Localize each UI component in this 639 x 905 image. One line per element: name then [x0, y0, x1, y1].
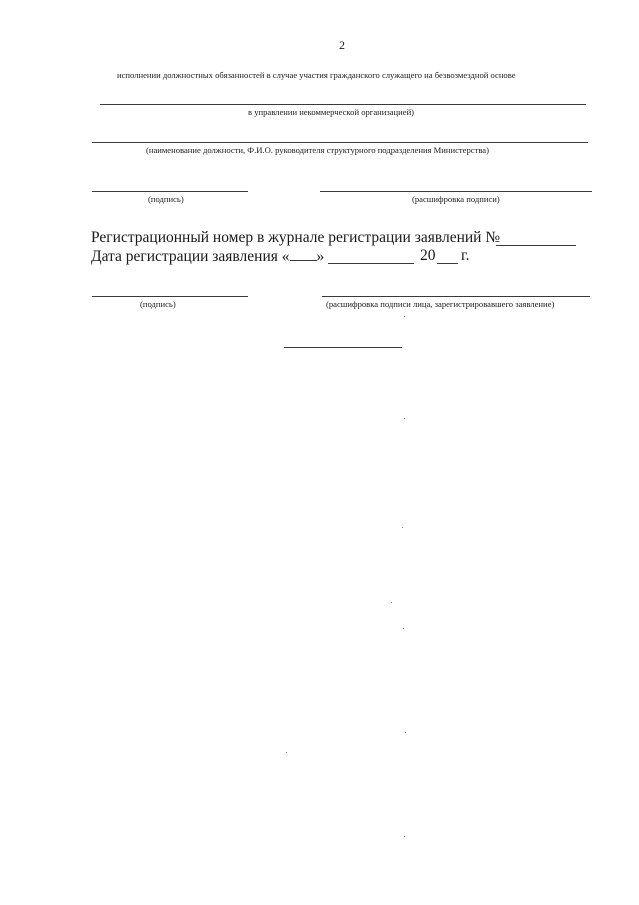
header-text-line-2: в управлении некоммерческой организацией)	[248, 107, 415, 117]
date-year-blank	[437, 263, 458, 264]
signature-label-1: (подпись)	[148, 194, 184, 204]
registration-number-text	[91, 229, 500, 247]
registration-date-mid: »	[316, 248, 325, 265]
scan-speck	[286, 752, 287, 753]
page-number: 2	[339, 38, 345, 52]
scan-speck	[391, 602, 392, 603]
registration-number-label: Регистрационный номер в журнале регистрации заявлений №	[91, 229, 501, 246]
scan-speck	[405, 732, 406, 733]
header-underline	[100, 104, 586, 105]
signature-line-2	[92, 296, 248, 297]
registration-year-suffix: г.	[461, 247, 470, 264]
date-month-blank	[328, 263, 414, 264]
head-name-caption: (наименование должности, Ф.И.О. руководителя структурного подразделения Министерства)	[146, 145, 489, 155]
registration-date-text	[91, 247, 324, 266]
date-day-blank	[290, 247, 317, 261]
head-name-line	[92, 142, 588, 143]
decoding-line-2	[322, 296, 590, 297]
registration-date-prefix: Дата регистрации заявления «	[91, 248, 290, 265]
scan-speck	[402, 527, 403, 528]
decoding-label-2: (расшифровка подписи лица, зарегистрировавшего заявление)	[326, 299, 555, 309]
closing-separator-line	[284, 347, 402, 348]
decoding-label-1: (расшифровка подписи)	[412, 194, 500, 204]
registration-number-blank	[496, 245, 576, 246]
registration-year-prefix: 20	[420, 247, 436, 264]
scan-speck	[403, 628, 404, 629]
decoding-line-1	[320, 191, 592, 192]
scan-speck	[404, 836, 405, 837]
header-text-line-1: исполнении должностных обязанностей в случае участия гражданского служащего на безвозмездной основе	[117, 70, 516, 80]
signature-label-2: (подпись)	[140, 299, 176, 309]
signature-line-1	[92, 191, 248, 192]
scan-speck	[404, 418, 405, 419]
scan-speck	[404, 316, 405, 317]
